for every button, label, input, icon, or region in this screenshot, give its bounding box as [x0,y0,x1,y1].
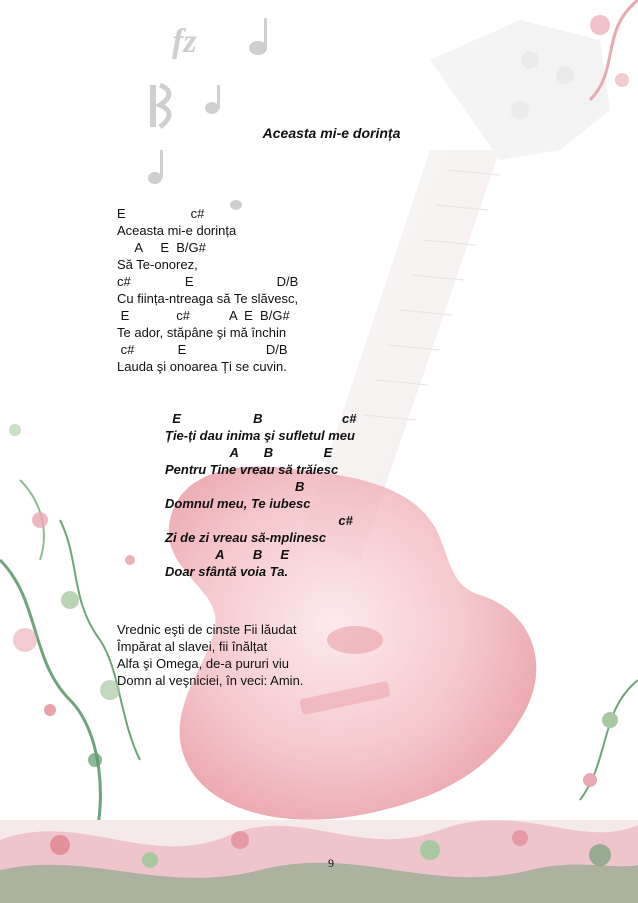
chord-line: E c# [117,206,205,221]
lyric-line: Zi de zi vreau să-mplinesc [165,530,327,545]
lyric-line: Te ador, stăpâne şi mă închin [117,325,287,340]
verse-block [117,205,298,375]
chord-line: c# [165,513,353,528]
lyric-line: Doar sfântă voia Ta. [165,564,289,579]
chord-line: c# E D/B [117,342,288,357]
chord-line: E c# A E B/G# [117,308,290,323]
chord-line: E B c# [165,411,357,426]
music-notes-icon [148,18,267,210]
lyric-line: Vrednic eşti de cinste Fii lăudat [117,622,297,637]
song-title: Aceasta mi-e dorința [262,125,401,141]
chord-line: c# E D/B [117,274,299,289]
lyric-line: Domn al veşniciei, în veci: Amin. [117,673,304,688]
lyric-line: Lauda şi onoarea Ți se cuvin. [117,359,287,374]
chord-line: A B E [165,547,290,562]
lyric-line: Domnul meu, Te iubesc [165,496,311,511]
lyric-line: Să Te-onorez, [117,257,198,272]
lyric-line: Ție-ți dau inima şi sufletul meu [165,428,355,443]
chord-line: A B E [165,445,333,460]
lyric-line: Împărat al slavei, fii înălțat [117,639,268,654]
chorus-block [165,410,356,580]
lyric-line: Alfa şi Omega, de-a pururi viu [117,656,289,671]
page-number: 9 [328,856,334,870]
lyric-line: Aceasta mi-e dorința [117,223,237,238]
lyric-line: Cu ființa-ntreaga să Te slăvesc, [117,291,299,306]
chord-line: B [165,479,305,494]
lyric-line: Pentru Tine vreau să trăiesc [165,462,339,477]
svg-text:fz: fz [172,23,197,60]
chord-line: A E B/G# [117,240,206,255]
final-verse-block [117,621,303,689]
